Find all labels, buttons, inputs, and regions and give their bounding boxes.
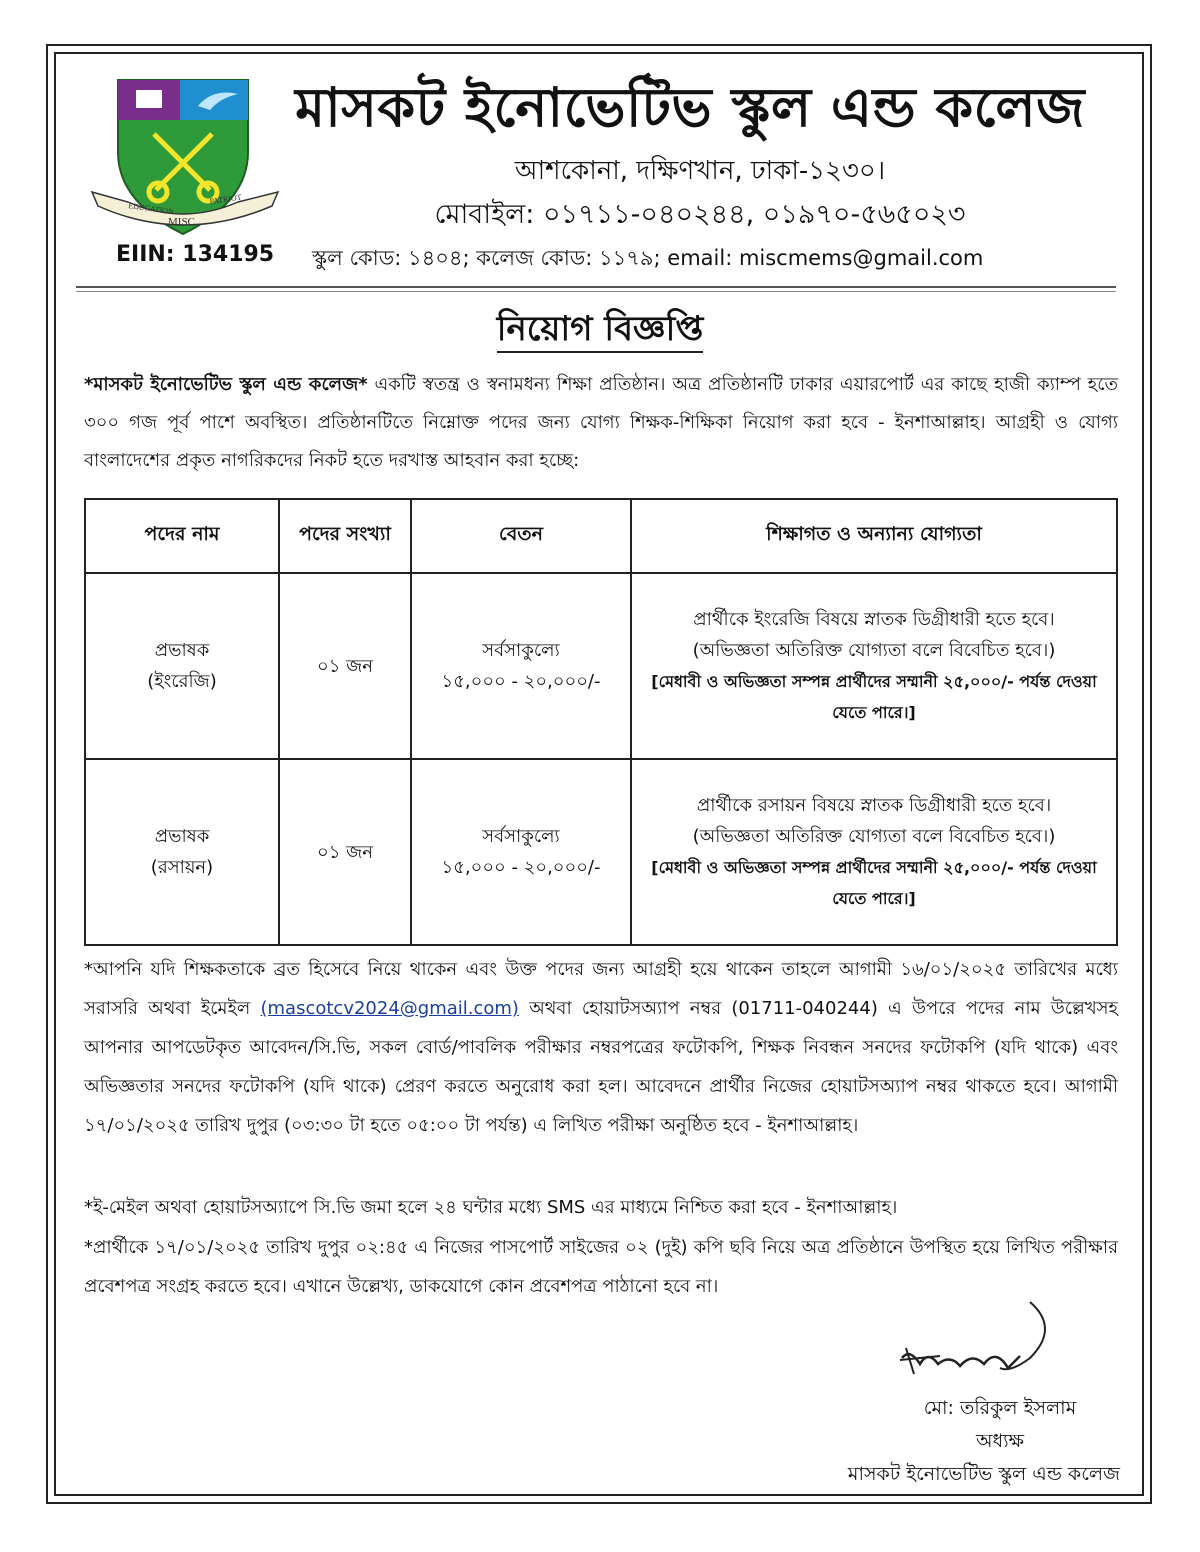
logo-motto-right: PATRIOT [209, 192, 243, 206]
table-row [85, 573, 1117, 759]
count-cell: ০১ জন [279, 759, 411, 945]
salary-cell: সর্বসাকুল্যে ১৫,০০০ - ২০,০০০/- [411, 573, 631, 759]
header-divider-thin [76, 291, 1116, 292]
admit-card-note: *প্রার্থীকে ১৭/০১/২০২৫ তারিখ দুপুর ০২:৪৫ এ নিজের পাসপোর্ট সাইজের ০২ (দুই) কপি ছবি নিয়ে অত্র প্রতিষ্ঠানে উপস্থিত হয়ে লিখিত পরীক্ষার প্রবেশপত্র সংগ্রহ করতে হবে। এখানে উল্লেখ্য, ডাকযোগে কোন প্রবেশপত্র পাঠানো হবে না। [84, 1237, 1118, 1297]
eiin-number: EIIN: 134195 [116, 242, 275, 267]
application-instructions: *আপনি যদি শিক্ষকতাকে ব্রত হিসেবে নিয়ে থাকেন এবং উক্ত পদের জন্য আগ্রহী হয়ে থাকেন তাহলে আগামী ১৬/০১/২০২৫ তারিখের মধ্যে সরাসরি অথবা ইমেইল (mascotcv2024@gmail.com) অথবা হোয়াটসঅ্যাপ নম্বর (01711-040244) এ উপরে পদের নাম উল্লেখসহ আপনার আপডেটকৃত আবেদন/সি.ভি, সকল বোর্ড/পাবলিক পরীক্ষার নম্বরপত্রের ফটোকপি, শিক্ষক নিবন্ধন সনদের ফটোকপি (যদি থাকে) এবং অভিজ্ঞতার সনদের ফটোকপি (যদি থাকে) প্রেরণ করতে অনুরোধ করা হল। আবেদনে প্রার্থীর নিজের হোয়াটসঅ্যাপ নম্বর থাকতে হবে। আগামী ১৭/০১/২০২৫ তারিখ দুপুর (০৩:৩০ টা হতে ০৫:০০ টা পর্যন্ত) এ লিখিত পরীক্ষা অনুষ্ঠিত হবে - ইনশাআল্লাহ। [84, 959, 1119, 1136]
signer-designation: অধ্যক্ষ [975, 1430, 1024, 1452]
intro-paragraph [84, 366, 1118, 480]
table-row [85, 759, 1117, 945]
sms-confirmation-note: *ই-মেইল অথবা হোয়াটসঅ্যাপে সি.ভি জমা হলে ২৪ ঘন্টার মধ্যে SMS এর মাধ্যমে নিশ্চিত করা হবে - ইনশাআল্লাহ। [84, 1197, 898, 1218]
header-qualification: শিক্ষাগত ও অন্যান্য যোগ্যতা [631, 499, 1117, 573]
salary-cell: সর্বসাকুল্যে ১৫,০০০ - ২০,০০০/- [411, 759, 631, 945]
school-codes-email: স্কুল কোড: ১৪০৪; কলেজ কোড: ১১৭৯; email: miscmems@gmail.com [312, 246, 984, 270]
signer-institution: মাসকট ইনোভেটিভ স্কুল এন্ড কলেজ [847, 1463, 1120, 1485]
signature-block [820, 1392, 1120, 1491]
count-cell: ০১ জন [279, 573, 411, 759]
header-salary: বেতন [411, 499, 631, 573]
school-address: আশকোনা, দক্ষিণখান, ঢাকা-১২৩০। [514, 156, 886, 186]
logo-book [136, 90, 162, 108]
header-divider [76, 286, 1116, 288]
vacancy-table [84, 498, 1118, 946]
header-post: পদের নাম [85, 499, 279, 573]
post-cell: প্রভাষক (ইংরেজি) [85, 573, 279, 759]
logo-motto-left: EDUCATION [127, 201, 175, 217]
intro-text: একটি স্বতন্ত্র ও স্বনামধন্য শিক্ষা প্রতিষ্ঠান। অত্র প্রতিষ্ঠানটি ঢাকার এয়ারপোর্ট এর কাছে হাজী ক্যাম্প হতে ৩০০ গজ পূর্ব পাশে অবস্থিত। প্রতিষ্ঠানটিতে নিম্নোক্ত পদের জন্য যোগ্য শিক্ষক-শিক্ষিকা নিয়োগ করা হবে - ইনশাআল্লাহ। আগ্রহী ও যোগ্য বাংলাদেশের প্রকৃত নাগরিকদের নিকট হতে দরখাস্ত আহবান করা হচ্ছে: [84, 374, 1119, 471]
table-header-row [85, 499, 1117, 573]
application-email-link[interactable]: (mascotcv2024@gmail.com) [260, 998, 519, 1019]
principal-signature [880, 1298, 1070, 1390]
qualification-cell: প্রার্থীকে ইংরেজি বিষয়ে স্নাতক ডিগ্রীধারী হতে হবে। (অভিজ্ঞতা অতিরিক্ত যোগ্যতা বলে বিবেচিত হবে।) [মেধাবী ও অভিজ্ঞতা সম্পন্ন প্রার্থীদের সম্মানী ২৫,০০০/- পর্যন্ত দেওয়া যেতে পারে।] [631, 573, 1117, 759]
header-count: পদের সংখ্যা [279, 499, 411, 573]
notice-heading: নিয়োগ বিজ্ঞপ্তি [0, 303, 1200, 360]
school-mobile: মোবাইল: ০১৭১১-০৪০২৪৪, ০১৯৭০-৫৬৫০২৩ [434, 199, 966, 230]
school-title: মাসকট ইনোভেটিভ স্কুল এন্ড কলেজ [295, 76, 1085, 139]
signer-name: মো: তরিকুল ইসলাম [923, 1397, 1077, 1419]
intro-school-name: *মাসকট ইনোভেটিভ স্কুল এন্ড কলেজ* [84, 374, 368, 395]
qualification-cell: প্রার্থীকে রসায়ন বিষয়ে স্নাতক ডিগ্রীধারী হতে হবে। (অভিজ্ঞতা অতিরিক্ত যোগ্যতা বলে বিবেচিত হবে।) [মেধাবী ও অভিজ্ঞতা সম্পন্ন প্রার্থীদের সম্মানী ২৫,০০০/- পর্যন্ত দেওয়া যেতে পারে।] [631, 759, 1117, 945]
post-cell: প্রভাষক (রসায়ন) [85, 759, 279, 945]
logo-initials: MISC [168, 216, 195, 228]
